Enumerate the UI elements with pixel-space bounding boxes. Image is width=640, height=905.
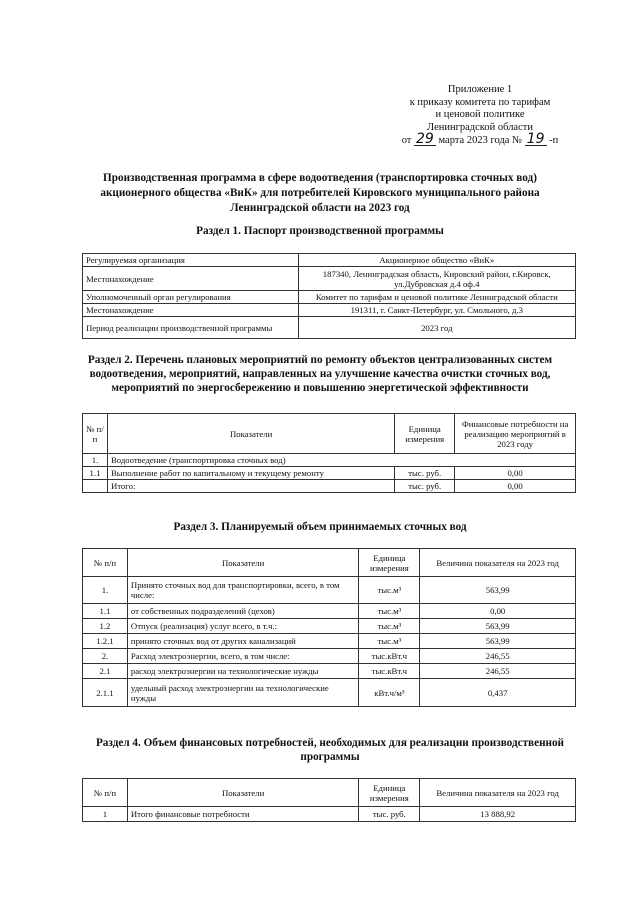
header-num: № п/п — [83, 779, 128, 807]
row-indicator: расход электроэнергии на технологические нужды — [127, 664, 358, 679]
row-value: 191311, г. Санкт-Петербург, ул. Смольного, д.3 — [298, 304, 575, 317]
handwritten-number: 19 — [526, 131, 545, 147]
row-value: 0,00 — [455, 480, 576, 493]
date-prefix: от — [401, 135, 412, 146]
table-row — [83, 634, 576, 649]
date-middle: марта 2023 года № — [438, 135, 523, 146]
row-indicator: Расход электроэнергии, всего, в том числе: — [127, 649, 358, 664]
header-unit: Единица измерения — [359, 779, 420, 807]
row-num: 2. — [83, 649, 128, 664]
row-label: Уполномоченный орган регулирования — [83, 291, 299, 304]
appendix-line-4: Ленинградской области — [427, 121, 533, 133]
wastewater-volume-table — [82, 548, 576, 707]
row-indicator: Выполнение работ по капитальному и текущему ремонту — [107, 467, 394, 480]
table-row — [83, 254, 576, 267]
title-line-2: акционерного общества «ВиК» для потребителей Кировского муниципального района — [100, 187, 540, 199]
row-unit: тыс. руб. — [395, 467, 455, 480]
header-num: № п/п — [83, 549, 128, 577]
table-row — [83, 807, 576, 822]
section-4-title — [70, 736, 590, 764]
appendix-header — [370, 84, 590, 148]
appendix-line-1: Приложение 1 — [447, 84, 513, 95]
table-header-row — [83, 414, 576, 454]
row-indicator: удельный расход электроэнергии на технологические нужды — [127, 679, 358, 707]
row-value: 246,55 — [420, 649, 576, 664]
passport-table — [82, 253, 576, 339]
row-num: 1.1 — [83, 604, 128, 619]
events-table — [82, 413, 576, 493]
row-unit: тыс.м³ — [359, 577, 420, 604]
section-1-title: Раздел 1. Паспорт производственной программы — [196, 225, 444, 237]
header-value: Величина показателя на 2023 год — [420, 779, 576, 807]
row-indicator: Итого: — [107, 480, 394, 493]
row-value: 563,99 — [420, 577, 576, 604]
appendix-date-line — [370, 131, 590, 148]
date-suffix: -п — [549, 135, 559, 146]
row-label: Период реализации производственной программы — [83, 317, 299, 339]
table-group-row — [83, 454, 576, 467]
row-num — [83, 480, 108, 493]
row-value: 0,00 — [420, 604, 576, 619]
section-2-title-line-1: Раздел 2. Перечень плановых мероприятий по ремонту объектов централизованных систем — [87, 354, 553, 366]
table-header-row — [83, 779, 576, 807]
row-label: Регулируемая организация — [83, 254, 299, 267]
header-indicator: Показатели — [127, 779, 358, 807]
row-unit: тыс.м³ — [359, 634, 420, 649]
row-unit: тыс.кВт.ч — [359, 664, 420, 679]
title-line-3: Ленинградской области на 2023 год — [230, 202, 410, 214]
section-4-title-line-1: Раздел 4. Объем финансовых потребностей, необходимых для реализации производственной — [95, 737, 565, 749]
title-line-1: Производственная программа в сфере водоотведения (транспортировка сточных вод) — [103, 172, 537, 184]
table-row — [83, 317, 576, 339]
row-num: 1.2 — [83, 619, 128, 634]
row-num: 1. — [83, 454, 108, 467]
row-value: 563,99 — [420, 634, 576, 649]
header-value: Финансовые потребности на реализацию мероприятий в 2023 году — [455, 414, 576, 454]
row-value: Акционерное общество «ВиК» — [298, 254, 575, 267]
table-row — [83, 604, 576, 619]
table-header-row — [83, 549, 576, 577]
row-num: 1.2.1 — [83, 634, 128, 649]
row-indicator: принято сточных вод от других канализаций — [127, 634, 358, 649]
table-row — [83, 291, 576, 304]
row-indicator: от собственных подразделений (цехов) — [127, 604, 358, 619]
appendix-line-3: и ценовой политике — [435, 109, 525, 120]
row-unit: тыс.м³ — [359, 604, 420, 619]
row-value: 563,99 — [420, 619, 576, 634]
row-value: 2023 год — [298, 317, 575, 339]
row-indicator: Принято сточных вод для транспортировки, всего, в том числе: — [127, 577, 358, 604]
table-row — [83, 619, 576, 634]
table-row — [83, 577, 576, 604]
section-2-title-line-3: мероприятий по энергосбережению и повышению энергетической эффективности — [111, 382, 529, 394]
header-unit: Единица измерения — [395, 414, 455, 454]
header-num: № п/п — [83, 414, 108, 454]
row-num: 2.1 — [83, 664, 128, 679]
row-indicator: Итого финансовые потребности — [127, 807, 358, 822]
financial-needs-table — [82, 778, 576, 822]
appendix-line-2: к приказу комитета по тарифам — [409, 96, 551, 108]
row-indicator: Водоотведение (транспортировка сточных вод) — [107, 454, 575, 467]
section-2-title-line-2: водоотведения, мероприятий, направленных на улучшение качества очистки сточных вод, — [89, 368, 551, 380]
row-unit: тыс. руб. — [359, 807, 420, 822]
section-4-title-line-2: программы — [300, 751, 360, 763]
table-row — [83, 304, 576, 317]
table-row — [83, 267, 576, 291]
row-indicator: Отпуск (реализация) услуг всего, в т.ч.: — [127, 619, 358, 634]
row-value: 187340, Ленинградская область, Кировский район, г.Кировск, ул.Дубровская д.4 оф.4 — [298, 267, 575, 291]
document-title — [70, 171, 570, 216]
row-value: 0,437 — [420, 679, 576, 707]
row-num: 2.1.1 — [83, 679, 128, 707]
row-num: 1 — [83, 807, 128, 822]
section-3-title: Раздел 3. Планируемый объем принимаемых сточных вод — [173, 521, 467, 533]
row-unit: тыс. руб. — [395, 480, 455, 493]
header-unit: Единица измерения — [359, 549, 420, 577]
section-2-title — [60, 353, 580, 395]
table-row — [83, 679, 576, 707]
row-unit: кВт.ч/м³ — [359, 679, 420, 707]
row-value: 0,00 — [455, 467, 576, 480]
table-row — [83, 480, 576, 493]
row-unit: тыс.м³ — [359, 619, 420, 634]
row-label: Местонахождение — [83, 267, 299, 291]
header-indicator: Показатели — [107, 414, 394, 454]
table-row — [83, 649, 576, 664]
handwritten-day: 29 — [416, 131, 434, 147]
row-value: Комитет по тарифам и ценовой политике Ленинградской области — [298, 291, 575, 304]
row-unit: тыс.кВт.ч — [359, 649, 420, 664]
row-num: 1.1 — [83, 467, 108, 480]
table-row — [83, 664, 576, 679]
header-value: Величина показателя на 2023 год — [420, 549, 576, 577]
row-value: 13 888,92 — [420, 807, 576, 822]
table-row — [83, 467, 576, 480]
row-label: Местонахождение — [83, 304, 299, 317]
row-num: 1. — [83, 577, 128, 604]
header-indicator: Показатели — [127, 549, 358, 577]
row-value: 246,55 — [420, 664, 576, 679]
